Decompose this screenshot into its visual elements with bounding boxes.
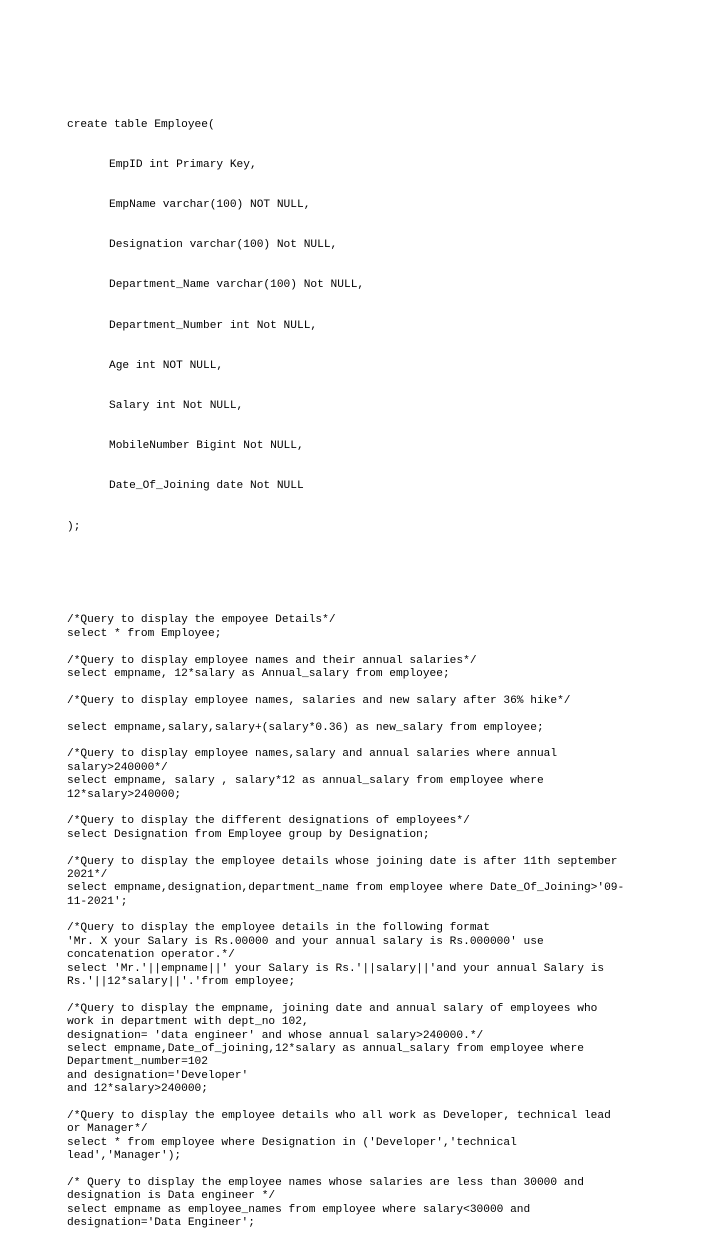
- code-line: select empname,Date_of_joining,12*salary as annual_salary from employee where: [67, 1042, 584, 1055]
- query-block: [67, 922, 667, 989]
- query-block: [67, 1003, 667, 1097]
- code-line: and designation='Developer': [67, 1069, 249, 1082]
- query-block: [67, 1177, 667, 1231]
- query-block: [67, 655, 667, 682]
- code-line: select empname, 12*salary as Annual_salary from employee;: [67, 668, 450, 681]
- code-line: work in department with dept_no 102,: [67, 1016, 309, 1029]
- column-definition: Designation varchar(100) Not NULL,: [109, 239, 338, 252]
- code-line: /*Query to display employee names and their annual salaries*/: [67, 654, 477, 667]
- code-line: select empname, salary , salary*12 as annual_salary from employee where: [67, 775, 544, 788]
- column-definition: EmpID int Primary Key,: [109, 158, 257, 171]
- column-definition: Age int NOT NULL,: [109, 359, 224, 372]
- code-line: select 'Mr.'||empname||' your Salary is Rs.'||salary||'and your annual Salary is: [67, 962, 605, 975]
- code-line: select empname,salary,salary+(salary*0.36) as new_salary from employee;: [67, 721, 544, 734]
- code-line: /*Query to display the empoyee Details*/: [67, 614, 336, 627]
- code-line: 12*salary>240000;: [67, 788, 182, 801]
- code-line: select empname as employee_names from employee where salary<30000 and: [67, 1203, 531, 1216]
- code-line: Rs.'||12*salary||'.'from employee;: [67, 976, 296, 989]
- code-line: select empname,designation,department_name from employee where Date_Of_Joining>'09-: [67, 882, 625, 895]
- query-block: [67, 722, 667, 735]
- create-table-block: [67, 92, 667, 561]
- code-line: 11-2021';: [67, 895, 128, 908]
- column-definition: Department_Name varchar(100) Not NULL,: [109, 279, 365, 292]
- code-line: designation= 'data engineer' and whose annual salary>240000.*/: [67, 1029, 484, 1042]
- code-line: lead','Manager');: [67, 1150, 182, 1163]
- code-line: 2021*/: [67, 868, 108, 881]
- create-table-footer: );: [67, 520, 81, 533]
- code-line: salary>240000*/: [67, 761, 168, 774]
- code-line: select * from Employee;: [67, 627, 222, 640]
- code-line: /*Query to display the employee details who all work as Developer, technical lead: [67, 1109, 611, 1122]
- code-line: /*Query to display employee names,salary and annual salaries where annual: [67, 748, 558, 761]
- code-line: select Designation from Employee group by Designation;: [67, 828, 430, 841]
- code-line: select * from employee where Designation in ('Developer','technical: [67, 1136, 517, 1149]
- column-definition: Department_Number int Not NULL,: [109, 319, 318, 332]
- query-block: [67, 815, 667, 842]
- create-table-header: create table Employee(: [67, 118, 215, 131]
- code-line: /*Query to display the different designations of employees*/: [67, 815, 470, 828]
- query-block: [67, 856, 667, 910]
- code-line: /* Query to display the employee names whose salaries are less than 30000 and: [67, 1176, 584, 1189]
- query-block: [67, 1110, 667, 1164]
- code-line: /*Query to display employee names, salaries and new salary after 36% hike*/: [67, 694, 571, 707]
- code-line: 'Mr. X your Salary is Rs.00000 and your annual salary is Rs.000000' use: [67, 935, 544, 948]
- query-block: [67, 695, 667, 708]
- code-line: /*Query to display the employee details whose joining date is after 11th september: [67, 855, 618, 868]
- code-line: /*Query to display the empname, joining date and annual salary of employees who: [67, 1002, 598, 1015]
- code-line: /*Query to display the employee details in the following format: [67, 922, 490, 935]
- query-block: [67, 748, 667, 802]
- sql-code-block: [67, 65, 667, 1257]
- column-definition: Date_Of_Joining date Not NULL: [109, 480, 304, 493]
- code-line: designation='Data Engineer';: [67, 1217, 255, 1230]
- code-line: concatenation operator.*/: [67, 949, 235, 962]
- column-definition: Salary int Not NULL,: [109, 400, 244, 413]
- query-list: [67, 614, 667, 1230]
- code-line: designation is Data engineer */: [67, 1190, 276, 1203]
- code-line: and 12*salary>240000;: [67, 1083, 208, 1096]
- column-definition: EmpName varchar(100) NOT NULL,: [109, 199, 311, 212]
- code-line: Department_number=102: [67, 1056, 208, 1069]
- code-line: or Manager*/: [67, 1123, 148, 1136]
- column-definition: MobileNumber Bigint Not NULL,: [109, 440, 304, 453]
- query-block: [67, 614, 667, 641]
